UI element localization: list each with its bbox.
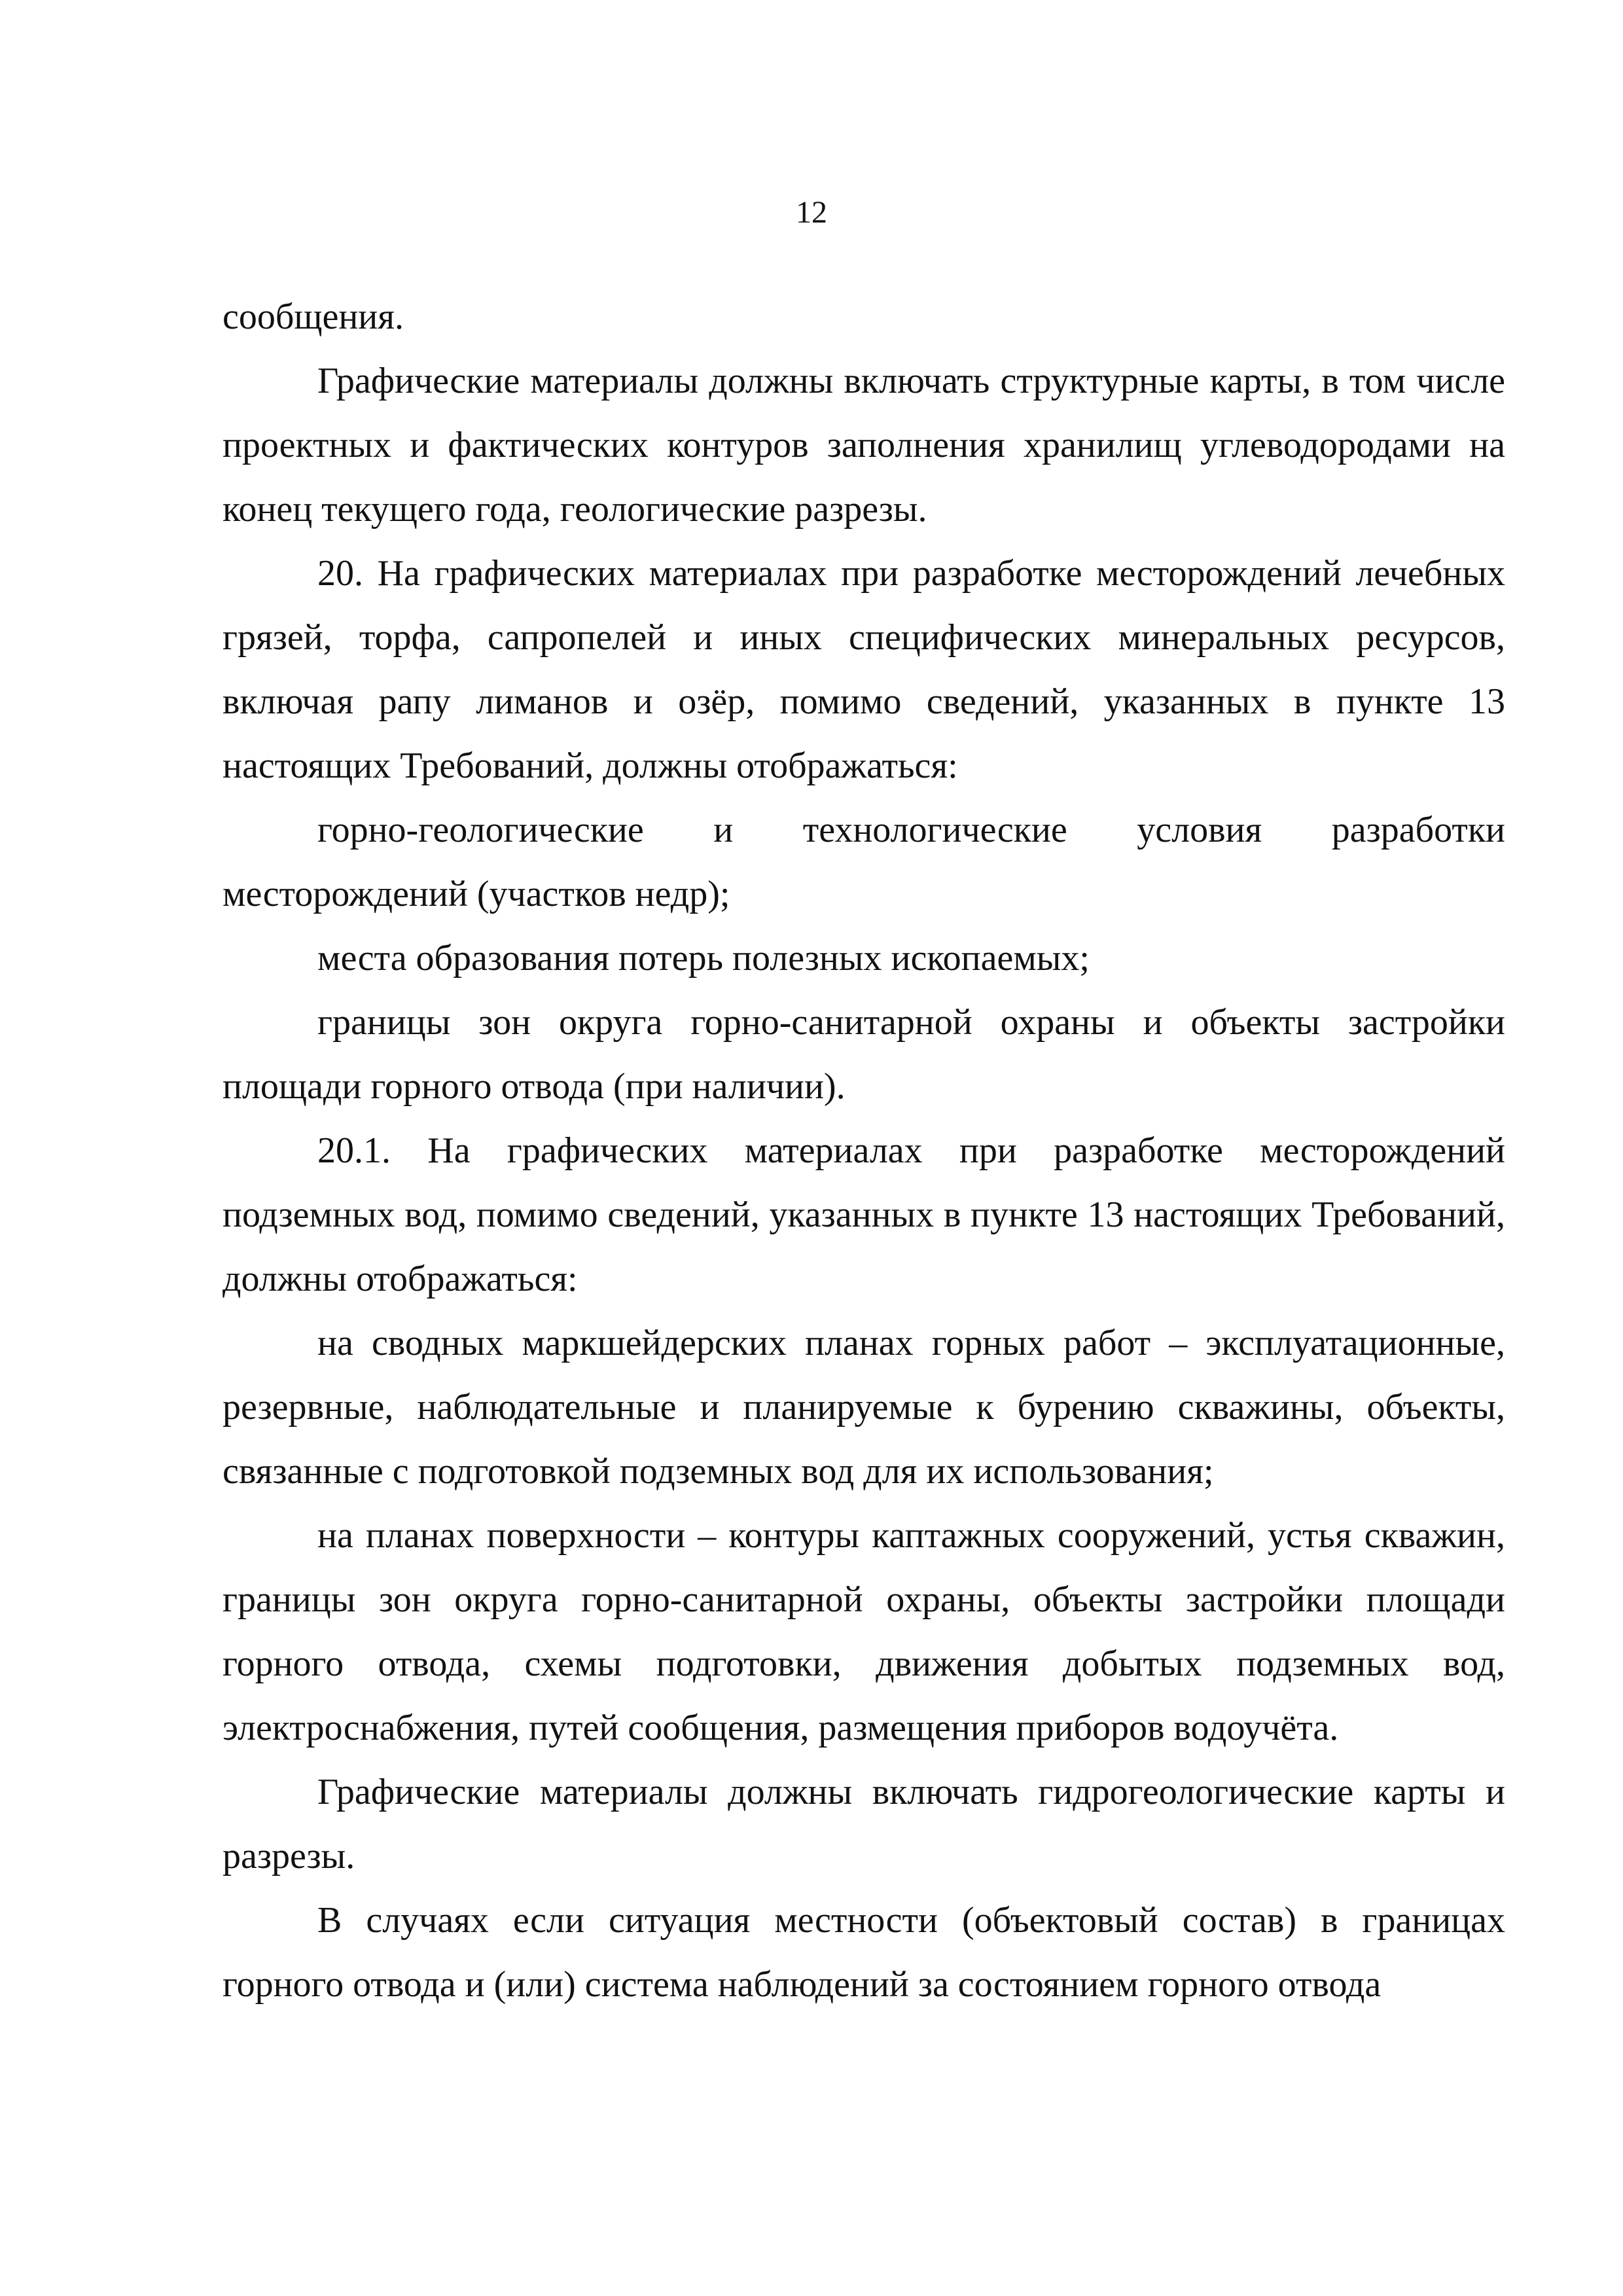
document-body (223, 285, 1505, 2017)
paragraph-item-20: 20. На графических материалах при разработке месторождений лечебных грязей, торфа, сапропелей и иных специфических минеральных ресурсов, включая рапу лиманов и озёр, помимо сведений, указанных в пункте 13 настоящих Требований, должны отображаться: (223, 553, 1505, 786)
paragraph-loss-locations: места образования потерь полезных ископаемых; (317, 938, 1090, 978)
paragraph-mining-conditions: горно-геологические и технологические условия разработки месторождений (участков недр); (223, 810, 1505, 914)
paragraph-surface-plans: на планах поверхности – контуры каптажных сооружений, устья скважин, границы зон округа горно-санитарной охраны, объекты застройки площади горного отвода, схемы подготовки, движения добытых подземных вод, электроснабжения, путей сообщения, размещения приборов водоучёта. (223, 1515, 1505, 1748)
paragraph-survey-plans: на сводных маркшейдерских планах горных работ – эксплуатационные, резервные, наблюдательные и планируемые к бурению скважины, объекты, связанные с подготовкой подземных вод для их использования; (223, 1323, 1505, 1492)
paragraph-continuation: сообщения. (223, 296, 404, 337)
paragraph-situation-cases: В случаях если ситуация местности (объектовый состав) в границах горного отвода и (или) система наблюдений за состоянием горного отвода (223, 1900, 1505, 2005)
paragraph-item-20-1: 20.1. На графических материалах при разработке месторождений подземных вод, помимо сведений, указанных в пункте 13 настоящих Требований, должны отображаться: (223, 1130, 1505, 1299)
page-number: 12 (796, 195, 827, 230)
paragraph-hydrogeological-maps: Графические материалы должны включать гидрогеологические карты и разрезы. (223, 1772, 1505, 1876)
paragraph-sanitary-zones: границы зон округа горно-санитарной охраны и объекты застройки площади горного отвода (при наличии). (223, 1002, 1505, 1107)
paragraph-structural-maps: Графические материалы должны включать структурные карты, в том числе проектных и фактических контуров заполнения хранилищ углеводородами на конец текущего года, геологические разрезы. (223, 361, 1505, 529)
